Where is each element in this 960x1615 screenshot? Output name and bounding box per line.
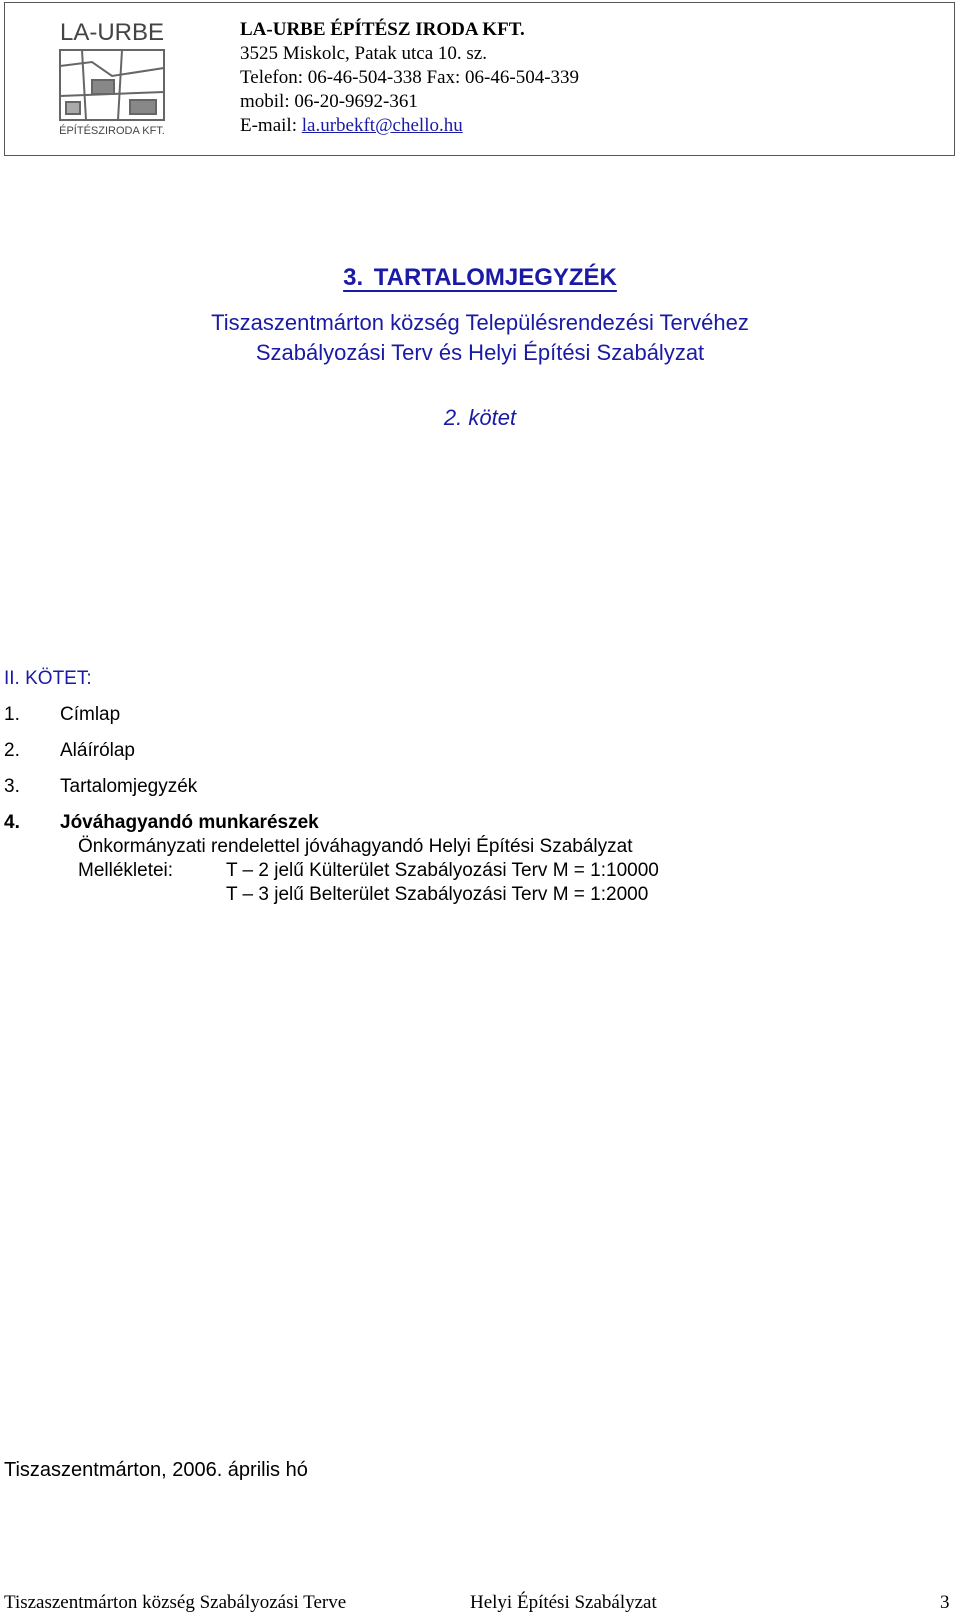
logo-text-bottom: ÉPÍTÉSZIRODA KFT. — [59, 125, 165, 137]
toc-item-label: Jóváhagyandó munkarészek — [60, 812, 319, 833]
firm-phone-fax: Telefon: 06-46-504-338 Fax: 06-46-504-339 — [240, 67, 580, 88]
toc-item-label: Címlap — [60, 704, 121, 725]
section-heading: II. KÖTET: — [4, 668, 92, 689]
toc-item — [4, 740, 135, 762]
toc-item — [4, 776, 197, 798]
toc-item-number: 4. — [4, 812, 20, 833]
email-link[interactable]: la.urbekft@chello.hu — [301, 115, 463, 136]
logo-text-top: LA-URBE — [59, 19, 165, 46]
volume-label: 2. kötet — [443, 405, 517, 430]
toc-item-number: 3. — [4, 776, 20, 797]
footer-center: Helyi Építési Szabályzat — [470, 1592, 657, 1613]
toc-item-label: Tartalomjegyzék — [60, 776, 198, 797]
firm-mobile: mobil: 06-20-9692-361 — [240, 91, 418, 112]
toc-title — [0, 264, 960, 292]
toc-item-number: 1. — [4, 704, 20, 725]
firm-contact — [240, 18, 579, 138]
email-label: E-mail: — [240, 115, 302, 136]
firm-email-row — [240, 114, 579, 138]
subtitle-line-2: Szabályozási Terv és Helyi Építési Szabályzat — [255, 340, 705, 365]
attachments-label: Mellékletei: — [78, 860, 174, 881]
toc-item-label: Aláírólap — [60, 740, 135, 761]
subtitle-line-1: Tiszaszentmárton község Településrendezési Tervéhez — [211, 310, 749, 335]
firm-logo — [52, 16, 172, 138]
detail-line: Önkormányzati rendelettel jóváhagyandó Helyi Építési Szabályzat — [78, 836, 633, 857]
attachment-item: T – 2 jelű Külterület Szabályozási Terv M = 1:10000 — [226, 860, 659, 881]
attachment-item: T – 3 jelű Belterület Szabályozási Terv M = 1:2000 — [226, 884, 649, 905]
toc-item-number: 2. — [4, 740, 20, 761]
firm-name: LA-URBE ÉPÍTÉSZ IRODA KFT. — [240, 19, 525, 40]
toc-title-text: 3. TARTALOMJEGYZÉK — [343, 264, 617, 291]
footer-left: Tiszaszentmárton község Szabályozási Terve — [4, 1592, 347, 1613]
toc-item — [4, 704, 120, 726]
firm-address: 3525 Miskolc, Patak utca 10. sz. — [240, 43, 487, 64]
page-number: 3 — [940, 1592, 950, 1613]
date-line: Tiszaszentmárton, 2006. április hó — [4, 1459, 308, 1481]
toc-item — [4, 812, 319, 834]
